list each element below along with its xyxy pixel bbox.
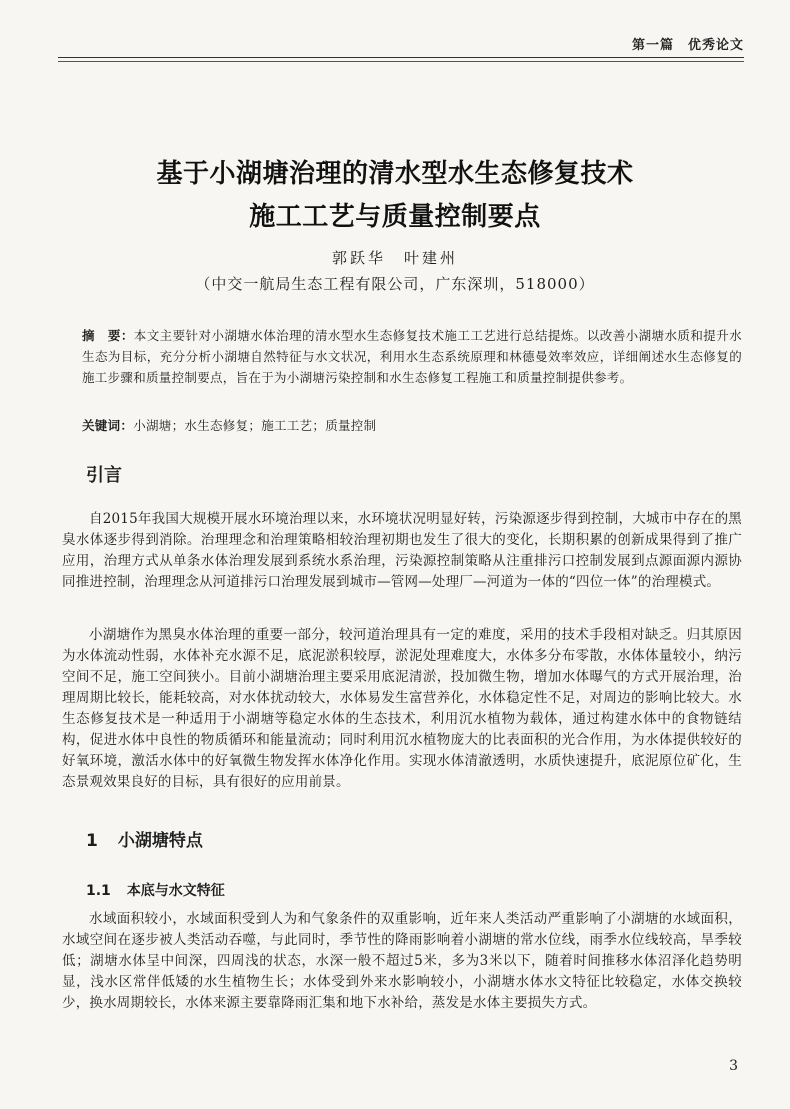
running-header: 第一篇 优秀论文: [631, 38, 744, 53]
authors: 郭跃华 叶建州: [331, 249, 458, 267]
intro-paragraph-2: 小湖塘作为黑臭水体治理的重要一部分，较河道治理具有一定的难度，采用的技术手段相对缺乏。归其原因为水体流动性弱，水体补充水源不足，底泥淤积较厚，淤泥处理难度大，水体多分布零散，水体体量较小，纳污空间不足，施工空间狭小。目前小湖塘治理主要采用底泥清淤，投加微生物，增加水体曝气的方式开展治理，治理周期比较长，能耗较高，对水体扰动较大，水体易发生富营养化，水体稳定性不足，对周边的影响比较大。水生态修复技术是一种适用于小湖塘等稳定水体的生态技术，利用沉水植物为载体，通过构建水体中的食物链结构，促进水体中良性的物质循环和能量流动；同时利用沉水植物庞大的比表面积的光合作用，为水体提供较好的好氧环境，激活水体中的好氧微生物发挥水体净化作用。实现水体清澈透明，水质快速提升，底泥原位矿化，生态景观效果良好的目标，具有很好的应用前景。: [62, 627, 742, 790]
section-1-heading: [86, 826, 203, 851]
keywords-text: 小湖塘；水生态修复；施工工艺；质量控制: [133, 418, 377, 433]
affiliation: （中交一航局生态工程有限公司，广东深圳，518000）: [195, 275, 595, 293]
abstract-label: 摘 要：: [82, 328, 134, 343]
keywords: [82, 415, 742, 436]
section-1-1-heading: [86, 880, 225, 900]
section-1-1-title: 本底与水文特征: [126, 883, 225, 899]
intro-heading: 引言: [86, 465, 122, 486]
abstract-text: 本文主要针对小湖塘水体治理的清水型水生态修复技术施工工艺进行总结提炼。以改善小湖塘水质和提升水生态为目标，充分分析小湖塘自然特征与水文状况，利用水生态系统原理和林德曼效率效应，详细阐述水生态修复的施工步骤和质量控制要点，旨在于为小湖塘污染控制和水生态修复工程施工和质量控制提供参考。: [82, 328, 742, 385]
section-1-1-paragraph: 水域面积较小，水域面积受到人为和气象条件的双重影响，近年来人类活动严重影响了小湖塘的水域面积，水域空间在逐步被人类活动吞噬，与此同时，季节性的降雨影响着小湖塘的常水位线，雨季水位线较高，旱季较低；湖塘水体呈中间深，四周浅的状态，水深一般不超过5米，多为3米以下，随着时间推移水体沼泽化趋势明显，浅水区常伴低矮的水生植物生长；水体受到外来水影响较小，小湖塘水体水文特征比较稳定，水体交换较少，换水周期较长，水体来源主要靠降雨汇集和地下水补给，蒸发是水体主要损失方式。: [62, 911, 742, 1011]
section-1-number: 1: [86, 831, 98, 851]
paper-title-line-1: 基于小湖塘治理的清水型水生态修复技术: [156, 159, 634, 189]
paper-title-line-2: 施工工艺与质量控制要点: [249, 202, 541, 232]
section-1-title: 小湖塘特点: [117, 831, 203, 851]
header-rule-thin: [58, 61, 744, 62]
header-rule: [58, 57, 744, 58]
intro-paragraph-1: 自2015年我国大规模开展水环境治理以来，水环境状况明显好转，污染源逐步得到控制，大城市中存在的黑臭水体逐步得到消除。治理理念和治理策略相较治理初期也发生了很大的变化，长期积累的创新成果得到了推广应用，治理方式从单条水体治理发展到系统水系治理，污染源控制策略从注重排污口控制发展到点源面源内源协同推进控制，治理理念从河道排污口治理发展到城市—管网—处理厂—河道为一体的“四位一体”的治理模式。: [62, 511, 742, 590]
page-number: 3: [729, 1058, 738, 1074]
section-1-1-number: 1.1: [86, 883, 111, 899]
keywords-label: 关键词：: [82, 418, 134, 433]
abstract: [82, 325, 742, 388]
